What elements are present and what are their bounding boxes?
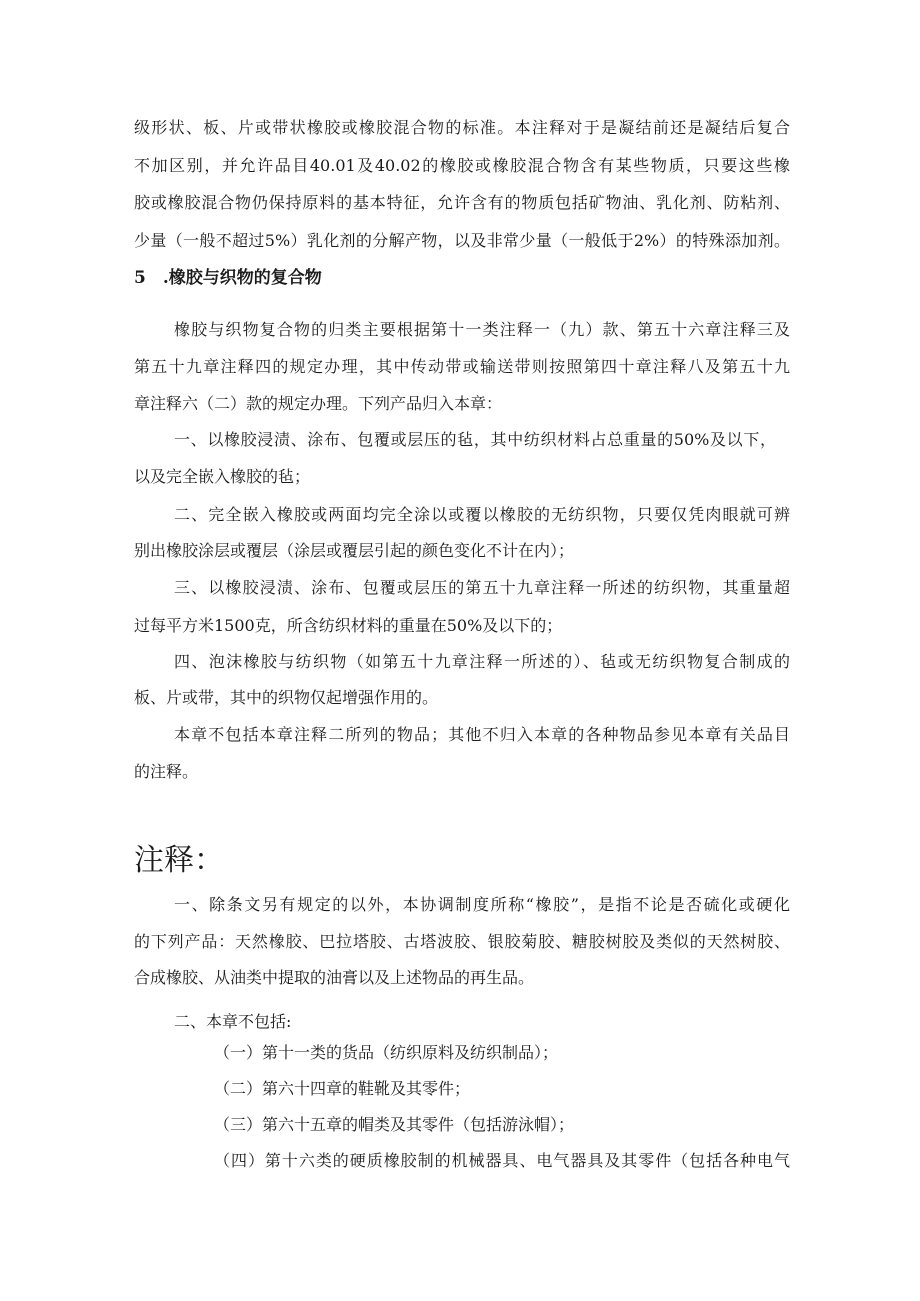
text-line: 板、片或带，其中的织物仅起增强作用的。 <box>134 688 439 707</box>
text-line: 二、完全嵌入橡胶或两面均完全涂以或覆以橡胶的无纺织物，只要仅凭肉眼就可辨 <box>174 505 790 524</box>
list-item: （四）第十六类的硬质橡胶制的机械器具、电气器具及其零件（包括各种电气 <box>214 1151 790 1170</box>
text-line: 别出橡胶涂层或覆层（涂层或覆层引起的颜色变化不计在内）； <box>134 541 575 560</box>
text-line: 第五十九章注释四的规定办理，其中传动带或输送带则按照第四十章注释八及第五十九 <box>134 357 790 376</box>
text-line: 胶或橡胶混合物仍保持原料的基本特征，允许含有的物质包括矿物油、乳化剂、防粘剂、 <box>134 193 790 212</box>
list-item: （二）第六十四章的鞋靴及其零件； <box>214 1079 471 1098</box>
text-line: 以及完全嵌入橡胶的毡； <box>134 467 311 486</box>
text-line: 的注释。 <box>134 762 199 781</box>
text-line: 二、本章不包括: <box>174 1012 292 1031</box>
text-line: 的下列产品：天然橡胶、巴拉塔胶、古塔波胶、银胶菊胶、糖胶树胶及类似的天然树胶、 <box>134 932 790 951</box>
list-item: （一）第十一类的货品（纺织原料及纺织制品）； <box>214 1043 559 1062</box>
text-line: 过每平方米1500克，所含纺织材料的重量在50%及以下的； <box>134 616 563 635</box>
text-line: 本章不包括本章注释二所列的物品；其他不归入本章的各种物品参见本章有关品目 <box>174 725 790 744</box>
text-line: 少量（一般不超过5%）乳化剂的分解产物，以及非常少量（一般低于2%）的特殊添加剂。 <box>134 231 790 250</box>
text-line: 一、除条文另有规定的以外，本协调制度所称“橡胶”，是指不论是否硫化或硬化 <box>174 895 790 914</box>
text-line: 合成橡胶、从油类中提取的油膏以及上述物品的再生品。 <box>134 968 535 987</box>
text-line: 三、以橡胶浸渍、涂布、包覆或层压的第五十九章注释一所述的纺织物，其重量超 <box>174 578 790 597</box>
text-line: 不加区别，并允许品目40.01及40.02的橡胶或橡胶混合物含有某些物质，只要这些橡 <box>134 156 790 175</box>
text-line: 章注释六（二）款的规定办理。下列产品归入本章： <box>134 394 503 413</box>
text-line: 四、泡沫橡胶与纺织物（如第五十九章注释一所述的）、毡或无纺织物复合制成的 <box>174 652 790 671</box>
text-line: 橡胶与织物复合物的归类主要根据第十一类注释一（九）款、第五十六章注释三及 <box>174 320 790 339</box>
text-line: 级形状、板、片或带状橡胶或橡胶混合物的标准。本注释对于是凝结前还是凝结后复合 <box>134 118 790 137</box>
list-item: （三）第六十五章的帽类及其零件（包括游泳帽）； <box>214 1115 575 1134</box>
section-heading: 5 .橡胶与织物的复合物 <box>134 268 322 288</box>
text-line: 一、以橡胶浸渍、涂布、包覆或层压的毡，其中纺织材料占总重量的50%及以下， <box>174 430 776 449</box>
notes-title: 注释： <box>134 843 224 878</box>
